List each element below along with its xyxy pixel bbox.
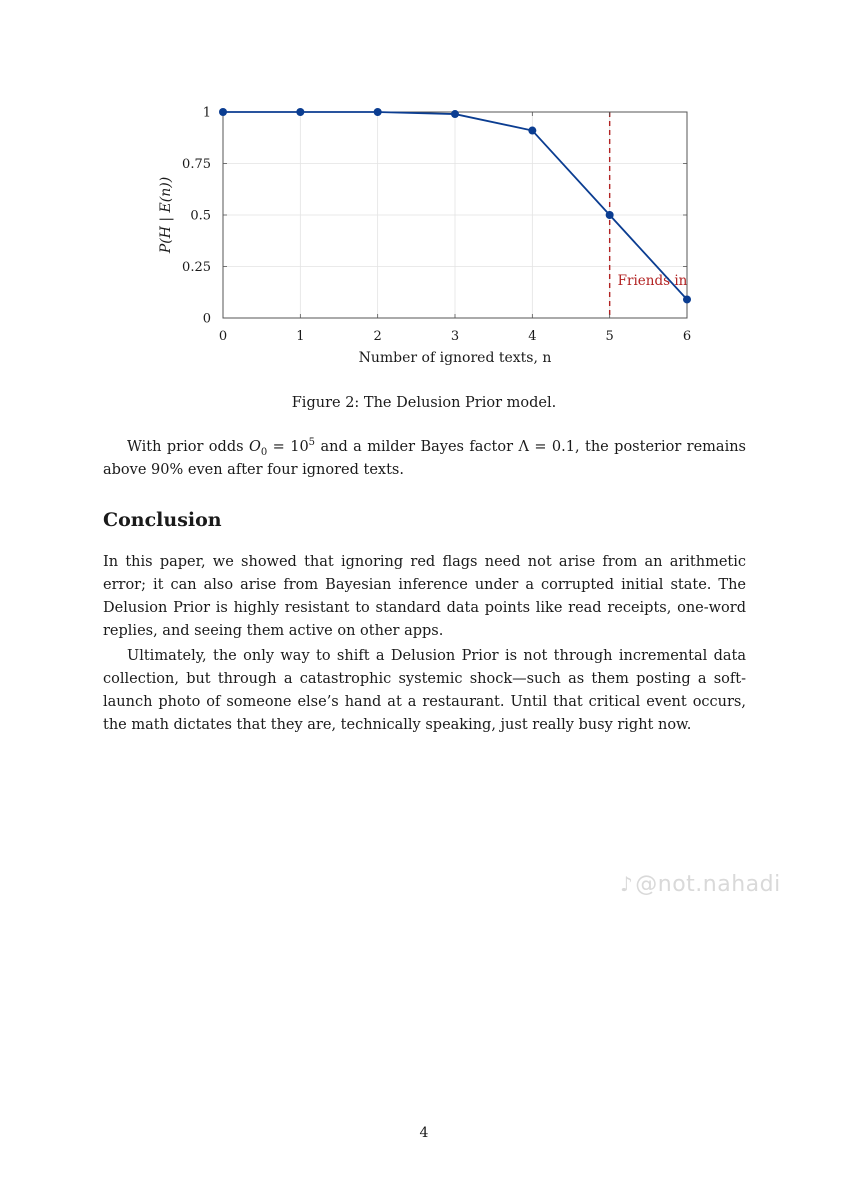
x-tick-label: 5 <box>605 329 614 344</box>
annotation-label: Friends in <box>617 273 688 290</box>
figure-chart <box>150 95 710 370</box>
chart-svg <box>150 95 710 370</box>
page-number: 4 <box>419 1125 429 1141</box>
x-tick-label: 2 <box>373 329 382 344</box>
y-tick-label: 0.25 <box>182 260 211 275</box>
watermark-text: @not.nahadi <box>635 872 781 897</box>
watermark <box>620 872 781 897</box>
text-run: With prior odds <box>127 439 249 455</box>
data-point <box>606 211 614 219</box>
data-point <box>296 108 304 116</box>
figure-caption: Figure 2: The Delusion Prior model. <box>291 395 557 411</box>
x-tick-label: 3 <box>450 329 460 344</box>
data-point <box>451 110 459 118</box>
conclusion-paragraph-2: Ultimately, the only way to shift a Delusion Prior is not through incremental data collection, but through a catastrophic systemic shock—such as them posting a soft-launch photo of someone else’s hand at a restaurant. Until that critical event occurs, the math dictates that they are, technically speaking, just really busy right now. <box>103 648 746 733</box>
math-bayes-factor: Λ = 0.1 <box>518 439 575 455</box>
data-point <box>528 127 536 135</box>
x-axis-label: Number of ignored texts, n <box>358 350 552 366</box>
tiktok-logo-icon: ♪ <box>620 872 634 896</box>
math-odds-symbol: O <box>248 439 261 455</box>
math-equals: = 10 <box>267 439 309 455</box>
y-tick-label: 0.75 <box>182 157 211 172</box>
y-tick-label: 1 <box>202 105 211 121</box>
x-tick-label: 6 <box>682 329 692 344</box>
math-exponent: 5 <box>308 437 316 449</box>
tick-layer <box>182 106 691 345</box>
x-tick-label: 4 <box>528 329 537 344</box>
y-tick-label: 0.5 <box>190 208 211 224</box>
section-heading: Conclusion <box>103 509 222 531</box>
x-tick-label: 1 <box>296 329 305 344</box>
data-point <box>374 108 382 116</box>
data-point <box>219 108 227 116</box>
y-tick-label: 0 <box>202 311 211 327</box>
y-axis-label: P(H | E(n)) <box>158 176 174 254</box>
conclusion-paragraph-1: In this paper, we showed that ignoring red flags need not arise from an arithmetic error; it can also arise from Bayesian inference under a corrupted initial state. The Delusion Prior is highly resistant to standard data points like read receipts, one-word replies, and seeing them active on other apps. <box>103 554 746 639</box>
paragraph-prior-odds <box>103 436 746 482</box>
math-subscript: 0 <box>260 446 268 458</box>
data-point <box>683 295 691 303</box>
text-run: , the posterior remains above 90% even after four ignored texts. <box>103 439 746 478</box>
x-tick-label: 0 <box>218 329 228 344</box>
text-run: and a milder Bayes factor <box>315 439 519 455</box>
